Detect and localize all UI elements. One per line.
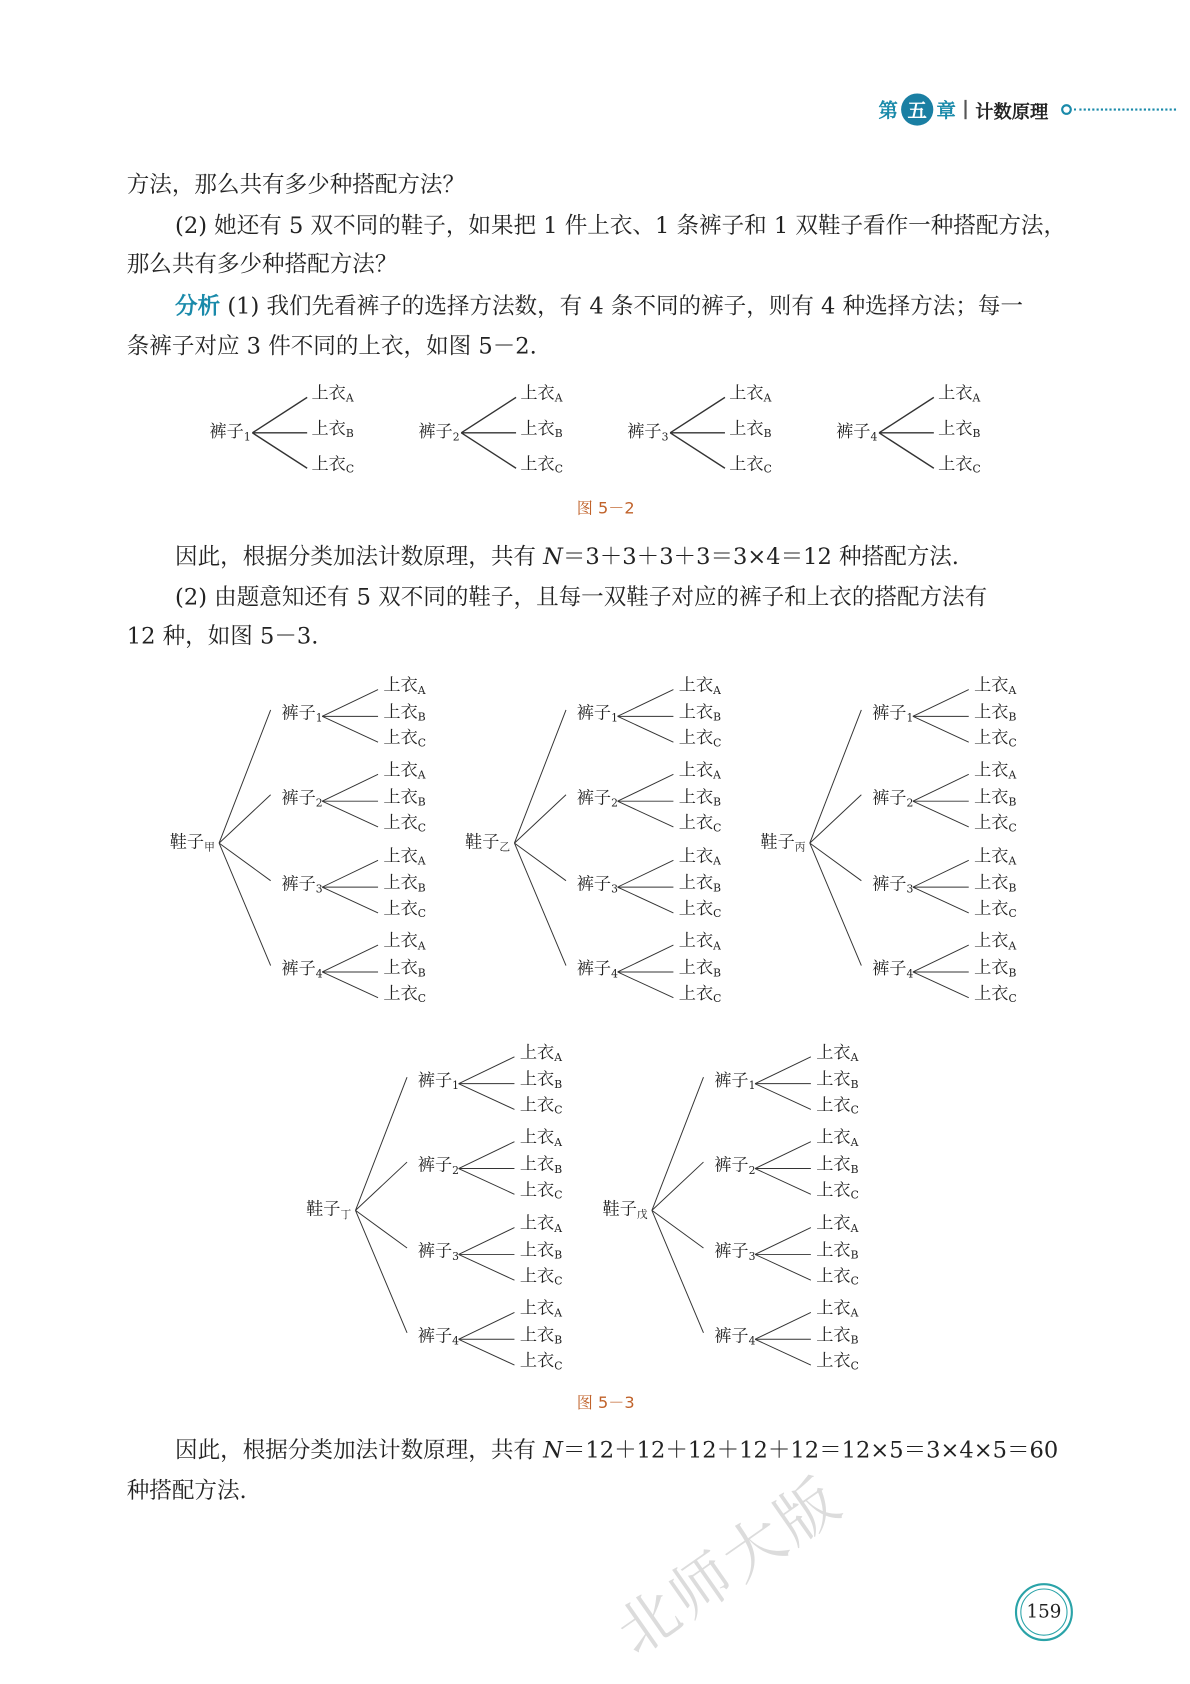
tree-branch-label: 裤子$_3$	[281, 873, 323, 896]
tree-branch	[913, 774, 969, 801]
text-line: 12 种，如图 5－3.	[126, 622, 319, 649]
tree-branch-label: 裤子$_3$	[872, 873, 914, 896]
tree-branch-label: 裤子$_2$	[872, 787, 914, 810]
tree-branch	[755, 1084, 811, 1110]
tree-leaf-label: 上衣$_C$	[678, 811, 722, 835]
tree-branch	[913, 716, 969, 742]
tree-leaf-label: 上衣$_A$	[383, 930, 426, 953]
analysis-label: 分析	[175, 293, 221, 319]
tree-leaf-label: 上衣$_C$	[383, 811, 427, 835]
tree-leaf-label: 上衣$_A$	[519, 1212, 562, 1236]
tree-branch	[913, 690, 969, 717]
tree-leaf-label: 上衣$_B$	[816, 1239, 859, 1262]
tree-branch-label: 裤子$_3$	[576, 873, 618, 896]
tree-branch	[459, 1254, 515, 1280]
tree-leaf-label: 上衣$_B$	[974, 701, 1017, 724]
chapter-prefix: 第	[878, 99, 898, 123]
tree-leaf-label: 上衣$_C$	[816, 1265, 859, 1288]
figure-caption: 图 5－2	[576, 498, 635, 518]
tree-leaf-label: 上衣$_B$	[519, 1153, 563, 1177]
tree-branch-label: 裤子$_1$	[576, 702, 618, 725]
tree-branch-label: 裤子$_2$	[714, 1154, 756, 1178]
tree-branch	[618, 690, 674, 717]
tree-leaf-label: 上衣$_C$	[816, 1350, 859, 1373]
tree-leaf-label: 上衣$_A$	[974, 845, 1017, 868]
tree-leaf-label: 上衣$_A$	[383, 845, 426, 868]
tree-root-label: 裤子$_4$	[836, 421, 878, 444]
tree-branch-label: 裤子$_4$	[417, 1325, 460, 1348]
tree-leaf-label: 上衣$_B$	[383, 786, 426, 809]
tree-leaf-label: 上衣$_B$	[729, 417, 772, 441]
tree-leaf-label: 上衣$_C$	[974, 811, 1017, 835]
chapter-title: 计数原理	[975, 101, 1049, 123]
tree-leaf-label: 上衣$_B$	[519, 1239, 563, 1262]
tree-branch	[618, 860, 674, 887]
tree-branch	[755, 1254, 811, 1280]
tree-root-label: 鞋子$_乙$	[465, 831, 511, 854]
tree-root-label: 裤子$_2$	[418, 421, 460, 444]
tree-leaf-label: 上衣$_B$	[383, 701, 426, 724]
tree-branch-label: 裤子$_2$	[576, 787, 618, 810]
tree-leaf-label: 上衣$_A$	[974, 930, 1017, 953]
tree-leaf-label: 上衣$_C$	[678, 727, 722, 750]
tree-leaf-label: 上衣$_C$	[816, 1094, 859, 1117]
text-line	[175, 1435, 1058, 1465]
tree-leaf-label: 上衣$_C$	[678, 897, 722, 921]
tree-branch	[355, 1162, 407, 1210]
tree-leaf-label: 上衣$_C$	[383, 897, 427, 921]
tree-leaf-label: 上衣$_A$	[678, 759, 721, 782]
text-line: 方法，那么共有多少种搭配方法？	[126, 171, 466, 198]
tree-leaf-label: 上衣$_C$	[678, 982, 722, 1006]
tree-branch	[514, 710, 566, 843]
tree-branch	[322, 774, 378, 801]
tree-branch	[459, 1057, 515, 1084]
tree-leaf-label: 上衣$_A$	[729, 382, 772, 405]
text-line: 条裤子对应 3 件不同的上衣，如图 5－2.	[126, 332, 537, 359]
figure-caption: 图 5－3	[576, 1392, 635, 1413]
tree-leaf-label: 上衣$_B$	[816, 1324, 859, 1347]
tree-branch-label: 裤子$_1$	[872, 702, 914, 725]
tree-branch	[755, 1169, 811, 1195]
tree-leaf-label: 上衣$_A$	[816, 1212, 859, 1236]
tree-branch-label: 裤子$_1$	[714, 1069, 756, 1093]
tree-leaf-label: 上衣$_C$	[974, 897, 1017, 921]
chapter-number-badge: 五	[901, 93, 933, 125]
tree-branch	[322, 887, 378, 913]
tree-branch-label: 裤子$_2$	[417, 1154, 460, 1178]
tree-leaf-label: 上衣$_C$	[520, 453, 563, 476]
tree-branch-label: 裤子$_4$	[872, 958, 914, 981]
tree-leaf-label: 上衣$_A$	[816, 1126, 859, 1150]
tree-root-label: 鞋子$_戊$	[602, 1198, 648, 1222]
tree-leaf-label: 上衣$_A$	[678, 674, 721, 698]
tree-branch-label: 裤子$_4$	[576, 958, 618, 981]
tree-leaf-label: 上衣$_A$	[519, 1041, 562, 1065]
tree-branch	[355, 1077, 407, 1210]
tree-leaf-label: 上衣$_B$	[678, 872, 722, 895]
tree-leaf-label: 上衣$_C$	[816, 1179, 859, 1202]
tree-branch	[652, 1162, 704, 1210]
tree-branch	[913, 972, 969, 998]
tree-leaf-label: 上衣$_C$	[519, 1094, 563, 1117]
tree-branch	[618, 887, 674, 913]
text-line: (2) 她还有 5 双不同的鞋子，如果把 1 件上衣、1 条裤子和 1 双鞋子看作一种搭配方法，	[175, 212, 1067, 239]
tree-leaf-label: 上衣$_A$	[311, 382, 354, 405]
tree-branch	[322, 945, 378, 972]
chapter-suffix: 章	[936, 99, 956, 123]
tree-leaf-label: 上衣$_B$	[678, 786, 722, 809]
tree-leaf-label: 上衣$_B$	[519, 1324, 563, 1347]
tree-leaf-label: 上衣$_C$	[729, 453, 772, 476]
tree-leaf-label: 上衣$_B$	[383, 956, 426, 980]
tree-branch-label: 裤子$_1$	[417, 1069, 460, 1093]
page-number-badge	[1015, 1583, 1073, 1641]
tree-leaf-label: 上衣$_B$	[816, 1153, 859, 1177]
tree-leaf-label: 上衣$_A$	[383, 759, 426, 782]
tree-branch	[618, 774, 674, 801]
tree-leaf-label: 上衣$_B$	[974, 786, 1017, 809]
tree-leaf-label: 上衣$_C$	[383, 727, 427, 750]
math-variable: N	[543, 543, 563, 570]
text-line: 种搭配方法.	[126, 1477, 247, 1504]
tree-branch-label: 裤子$_3$	[417, 1240, 460, 1264]
tree-branch	[459, 1228, 515, 1255]
text-line: 那么共有多少种搭配方法？	[126, 251, 398, 278]
tree-leaf-label: 上衣$_C$	[974, 982, 1017, 1006]
tree-leaf-label: 上衣$_B$	[816, 1068, 859, 1092]
tree-root-label: 鞋子$_丙$	[760, 831, 806, 854]
tree-leaf-label: 上衣$_C$	[519, 1350, 563, 1373]
text-segment: 因此，根据分类加法计数原理，共有	[175, 1437, 544, 1463]
tree-branch	[514, 795, 566, 843]
tree-leaf-label: 上衣$_A$	[938, 382, 981, 405]
text-segment: ＝12＋12＋12＋12＋12＝12×5＝3×4×5＝60	[562, 1437, 1059, 1463]
tree-branch	[459, 1084, 515, 1110]
tree-branch	[322, 716, 378, 742]
math-variable: N	[543, 1437, 563, 1463]
tree-branch	[913, 945, 969, 972]
tree-leaf-label: 上衣$_C$	[383, 982, 427, 1006]
tree-leaf-label: 上衣$_B$	[383, 872, 426, 895]
tree-branch	[618, 716, 674, 742]
tree-leaf-label: 上衣$_A$	[678, 930, 721, 953]
tree-branch	[322, 860, 378, 887]
watermark: 北师大版	[604, 1463, 856, 1669]
tree-branch	[913, 887, 969, 913]
tree-branch	[755, 1339, 811, 1365]
tree-leaf-label: 上衣$_B$	[520, 417, 563, 441]
tree-leaf-label: 上衣$_B$	[938, 417, 981, 441]
tree-root-label: 裤子$_3$	[627, 421, 669, 444]
tree-branch	[219, 795, 271, 843]
tree-leaf-label: 上衣$_A$	[520, 382, 563, 405]
tree-leaf-label: 上衣$_B$	[519, 1068, 563, 1092]
text-segment: 因此，根据分类加法计数原理，共有	[175, 543, 544, 570]
tree-leaf-label: 上衣$_A$	[816, 1297, 859, 1320]
tree-branch	[755, 1142, 811, 1169]
tree-branch-label: 裤子$_3$	[714, 1240, 756, 1264]
tree-branch	[913, 801, 969, 827]
tree-leaf-label: 上衣$_C$	[519, 1179, 563, 1202]
tree-leaf-label: 上衣$_A$	[974, 759, 1017, 782]
tree-branch	[322, 801, 378, 827]
tree-leaf-label: 上衣$_B$	[311, 417, 354, 441]
text-segment: (1) 我们先看裤子的选择方法数，有 4 条不同的裤子，则有 4 种选择方法；每一	[220, 293, 1024, 319]
tree-root-label: 鞋子$_丁$	[306, 1198, 352, 1222]
tree-leaf-label: 上衣$_A$	[678, 845, 721, 868]
tree-branch	[459, 1312, 515, 1339]
tree-branch	[459, 1142, 515, 1169]
page-number: 159	[1020, 1588, 1067, 1635]
text-line: (2) 由题意知还有 5 双不同的鞋子，且每一双鞋子对应的裤子和上衣的搭配方法有	[175, 584, 988, 611]
tree-branch	[459, 1169, 515, 1195]
tree-leaf-label: 上衣$_A$	[519, 1126, 562, 1150]
tree-branch	[219, 710, 271, 843]
tree-branch	[755, 1057, 811, 1084]
tree-leaf-label: 上衣$_A$	[519, 1297, 562, 1320]
tree-branch	[755, 1228, 811, 1255]
tree-leaf-label: 上衣$_C$	[974, 727, 1017, 750]
tree-leaf-label: 上衣$_C$	[938, 453, 981, 476]
tree-leaf-label: 上衣$_C$	[519, 1265, 563, 1288]
tree-branch	[618, 972, 674, 998]
tree-branch	[652, 1077, 704, 1210]
tree-branch	[913, 860, 969, 887]
tree-branch	[618, 801, 674, 827]
tree-leaf-label: 上衣$_A$	[974, 674, 1017, 698]
tree-root-label: 裤子$_1$	[209, 421, 251, 444]
tree-leaf-label: 上衣$_A$	[383, 674, 426, 698]
tree-branch-label: 裤子$_1$	[281, 702, 323, 725]
tree-branch-label: 裤子$_2$	[281, 787, 323, 810]
tree-branch	[810, 795, 862, 843]
tree-branch	[322, 690, 378, 717]
tree-branch	[322, 972, 378, 998]
tree-leaf-label: 上衣$_C$	[311, 453, 355, 476]
tree-branch	[755, 1312, 811, 1339]
tree-branch	[618, 945, 674, 972]
tree-branch-label: 裤子$_4$	[714, 1325, 756, 1348]
tree-leaf-label: 上衣$_B$	[974, 872, 1017, 895]
tree-root-label: 鞋子$_甲$	[169, 831, 215, 854]
tree-branch	[810, 710, 862, 843]
tree-leaf-label: 上衣$_B$	[974, 956, 1017, 980]
tree-leaf-label: 上衣$_B$	[678, 956, 722, 980]
tree-branch	[459, 1339, 515, 1365]
tree-leaf-label: 上衣$_A$	[816, 1041, 859, 1065]
text-segment: ＝3＋3＋3＋3＝3×4＝12 种搭配方法.	[562, 543, 959, 570]
tree-leaf-label: 上衣$_B$	[678, 701, 722, 724]
tree-branch-label: 裤子$_4$	[281, 958, 323, 981]
